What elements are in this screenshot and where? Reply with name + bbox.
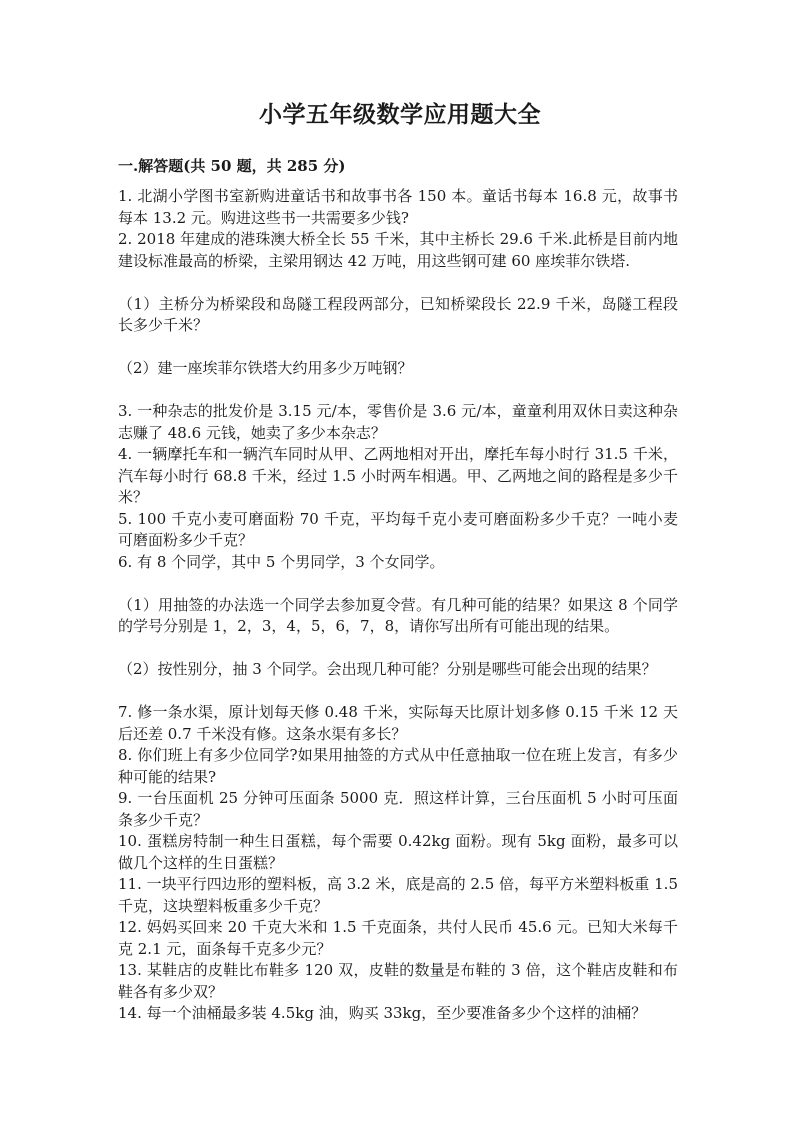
question-2: 2. 2018 年建成的港珠澳大桥全长 55 千米，其中主桥长 29.6 千米.此桥是目前内地建设标准最高的桥梁，主梁用钢达 42 万吨，用这些钢可建 60 座埃菲尔铁塔. (118, 230, 678, 270)
question-3: 3. 一种杂志的批发价是 3.15 元/本，零售价是 3.6 元/本，童童利用双休日卖这种杂志赚了 48.6 元钱，她卖了多少本杂志？ (118, 402, 678, 442)
question-13: 13. 某鞋店的皮鞋比布鞋多 120 双，皮鞋的数量是布鞋的 3 倍，这个鞋店皮鞋和布鞋各有多少双？ (118, 961, 678, 1001)
question-2-part-2: （2）建一座埃菲尔铁塔大约用多少万吨钢？ (118, 359, 413, 377)
question-2-part-1: （1）主桥分为桥梁段和岛隧工程段两部分，已知桥梁段长 22.9 千米，岛隧工程段长多少千米？ (118, 294, 678, 334)
question-5: 5. 100 千克小麦可磨面粉 70 千克，平均每千克小麦可磨面粉多少千克？一吨小麦可磨面粉多少千克？ (118, 509, 678, 549)
question-11: 11. 一块平行四边形的塑料板，高 3.2 米，底是高的 2.5 倍，每平方米塑料板重 1.5 千克，这块塑料板重多少千克？ (118, 875, 678, 915)
section-heading: 一.解答题(共 50 题，共 285 分) (118, 157, 346, 175)
question-8: 8. 你们班上有多少位同学?如果用抽签的方式从中任意抽取一位在班上发言，有多少种可能的结果? (118, 746, 678, 786)
question-6-part-2: （2）按性别分，抽 3 个同学。会出现几种可能？分别是哪些可能会出现的结果？ (118, 660, 657, 678)
question-9: 9. 一台压面机 25 分钟可压面条 5000 克．照这样计算，三台压面机 5 小时可压面条多少千克？ (118, 789, 678, 829)
question-7: 7. 修一条水渠，原计划每天修 0.48 千米，实际每天比原计划多修 0.15 千米 12 天后还差 0.7 千米没有修。这条水渠有多长？ (118, 703, 678, 743)
question-14: 14. 每一个油桶最多装 4.5kg 油，购买 33kg，至少要准备多少个这样的油桶？ (118, 1004, 647, 1022)
question-12: 12. 妈妈买回来 20 千克大米和 1.5 千克面条，共付人民币 45.6 元。已知大米每千克 2.1 元，面条每千克多少元？ (118, 918, 678, 958)
question-list (118, 186, 678, 1025)
question-6-part-1: （1）用抽签的办法选一个同学去参加夏令营。有几种可能的结果？如果这 8 个同学的学号分别是 1，2，3，4，5，6，7，8，请你写出所有可能出现的结果。 (118, 595, 678, 635)
question-4: 4. 一辆摩托车和一辆汽车同时从甲、乙两地相对开出，摩托车每小时行 31.5 千米，汽车每小时行 68.8 千米，经过 1.5 小时两车相遇。甲、乙两地之间的路程是多少千米？ (118, 445, 678, 506)
question-6: 6. 有 8 个同学，其中 5 个男同学，3 个女同学。 (118, 552, 445, 571)
question-10: 10. 蛋糕房特制一种生日蛋糕，每个需要 0.42kg 面粉。现有 5kg 面粉，最多可以做几个这样的生日蛋糕？ (118, 832, 678, 872)
page-title: 小学五年级数学应用题大全 (259, 101, 541, 128)
question-1: 1. 北湖小学图书室新购进童话书和故事书各 150 本。童话书每本 16.8 元，故事书每本 13.2 元。购进这些书一共需要多少钱? (118, 187, 678, 227)
